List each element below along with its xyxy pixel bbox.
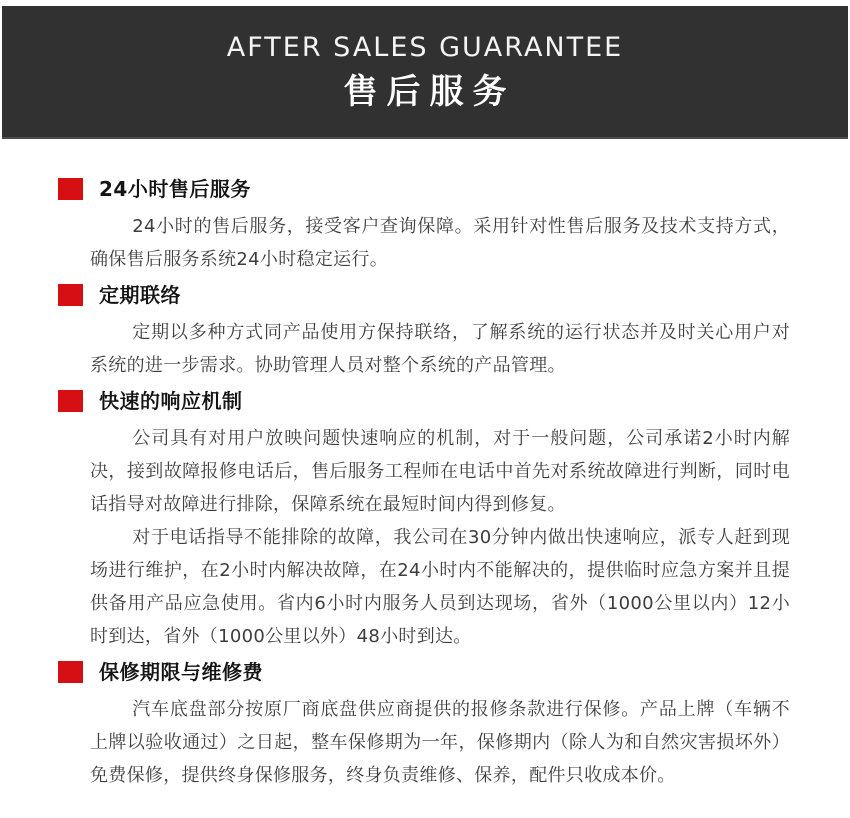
paragraph: 对于电话指导不能排除的故障，我公司在30分钟内做出快速响应，派专人赶到现场进行维护，在2小时内解决故障，在24小时内不能解决的，提供临时应急方案并且提供备用产品应急使用。省内6小时内服务人员到达现场，省外（1000公里以内）12小时到达，省外（1000公里以外）48小时到达。 xyxy=(90,527,790,647)
red-square-bullet xyxy=(58,661,83,683)
section-24h-service xyxy=(58,176,790,276)
section-heading-row xyxy=(58,659,790,685)
paragraph: 定期以多种方式同产品使用方保持联络，了解系统的运行状态并及时关心用户对系统的进一步需求。协助管理人员对整个系统的产品管理。 xyxy=(90,322,790,376)
red-square-bullet xyxy=(58,284,83,306)
section-title: 定期联络 xyxy=(99,283,181,307)
paragraph: 公司具有对用户放映问题快速响应的机制，对于一般问题，公司承诺2小时内解决，接到故障报修电话后，售后服务工程师在电话中首先对系统故障进行判断，同时电话指导对故障进行排除，保障系统在最短时间内得到修复。 xyxy=(90,428,790,515)
section-warranty-period xyxy=(58,659,790,792)
section-body xyxy=(90,422,790,653)
red-square-bullet xyxy=(58,178,83,200)
section-rapid-response xyxy=(58,388,790,653)
content-area xyxy=(0,139,850,818)
section-heading-row xyxy=(58,176,790,202)
section-title: 保修期限与维修费 xyxy=(99,660,263,684)
paragraph: 汽车底盘部分按原厂商底盘供应商提供的报修条款进行保修。产品上牌（车辆不上牌以验收通过）之日起，整车保修期为一年，保修期内（除人为和自然灾害损坏外）免费保修，提供终身保修服务，终身负责维修、保养，配件只收成本价。 xyxy=(90,699,790,786)
banner-title-en: AFTER SALES GUARANTEE xyxy=(226,32,624,64)
red-square-bullet xyxy=(58,390,83,412)
section-heading-row xyxy=(58,388,790,414)
after-sales-page xyxy=(0,6,850,818)
section-title: 24小时售后服务 xyxy=(99,177,251,201)
section-body xyxy=(90,210,790,276)
paragraph: 24小时的售后服务，接受客户查询保障。采用针对性售后服务及技术支持方式，确保售后服务系统24小时稳定运行。 xyxy=(90,216,790,270)
section-heading-row xyxy=(58,282,790,308)
banner-title-zh: 售后服务 xyxy=(343,71,516,112)
banner xyxy=(2,6,848,139)
section-title: 快速的响应机制 xyxy=(99,389,243,413)
section-body xyxy=(90,693,790,792)
section-regular-contact xyxy=(58,282,790,382)
section-body xyxy=(90,316,790,382)
